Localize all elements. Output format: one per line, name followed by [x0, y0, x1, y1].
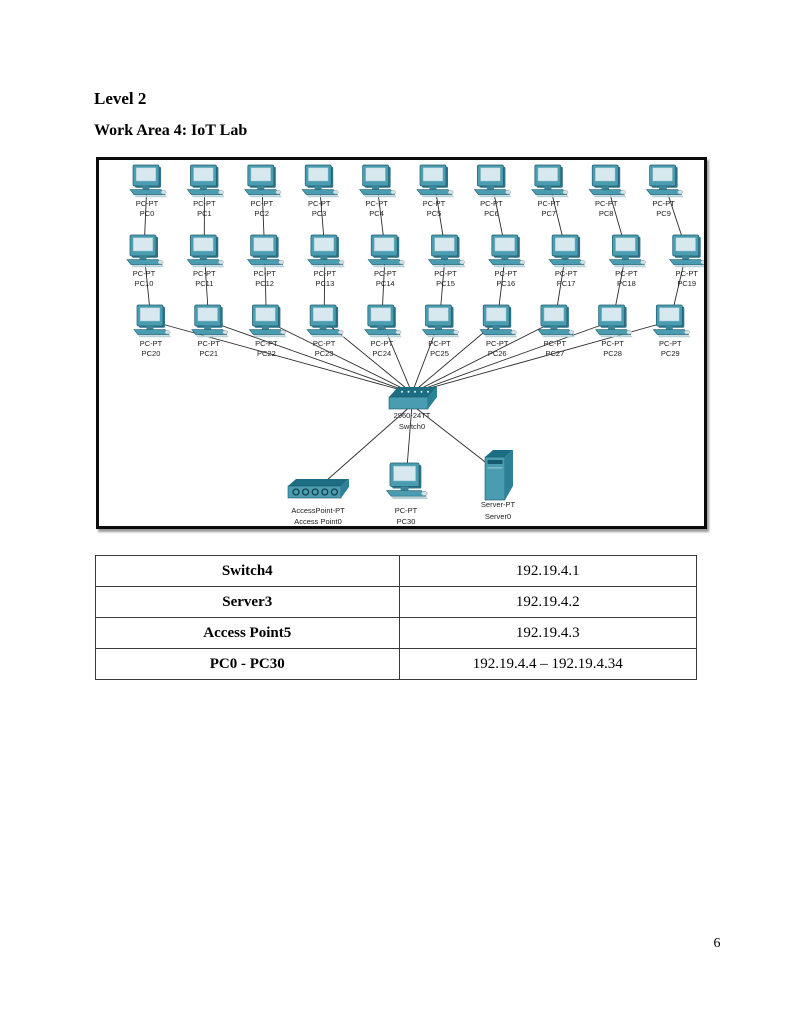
pc-device: [302, 165, 339, 197]
packet-tracer-topology: [99, 160, 704, 526]
pc-device: [249, 305, 286, 337]
pc-device: [480, 305, 517, 337]
ip-address-cell: 192.19.4.3: [399, 618, 697, 649]
pc-device: [423, 305, 460, 337]
pc-device: [248, 235, 285, 267]
ip-address-cell: 192.19.4.1: [399, 556, 697, 587]
access-point-device: [288, 479, 349, 498]
pc-device: [192, 305, 229, 337]
device-name-label: PC4: [369, 209, 384, 218]
pc-device: [538, 305, 575, 337]
device-model-label: PC-PT: [422, 199, 446, 208]
pc30-model-label: PC-PT: [394, 506, 418, 515]
pc-device: [549, 235, 586, 267]
pc-device: [245, 165, 282, 197]
pc-device: [489, 235, 526, 267]
device-name-label: PC17: [556, 279, 576, 288]
pc-device: [365, 305, 402, 337]
pc-device: [417, 165, 454, 197]
switch-name-label: Switch0: [398, 422, 426, 431]
device-name-label: PC9: [656, 209, 671, 218]
server-model-label: Server-PT: [480, 500, 516, 509]
device-model-label: PC-PT: [537, 199, 561, 208]
pc30-name-label: PC30: [396, 517, 416, 526]
page-number: 6: [713, 936, 721, 951]
device-name-label: PC5: [426, 209, 442, 218]
pc-device: [429, 235, 466, 267]
pc-device: [589, 165, 626, 197]
device-name-label: PC16: [496, 279, 516, 288]
device-model-label: PC-PT: [197, 339, 220, 348]
device-model-label: PC-PT: [307, 199, 331, 208]
pc-device: [653, 305, 690, 337]
ip-address-cell: 192.19.4.2: [399, 587, 697, 618]
pc-device: [596, 305, 633, 337]
table-row: [96, 556, 697, 587]
device-name-label: PC10: [134, 279, 154, 288]
page-title: Level 2: [94, 89, 147, 108]
pc-device: [368, 235, 405, 267]
device-name-label: PC3: [311, 209, 327, 218]
device-model-label: PC-PT: [615, 269, 638, 278]
device-name-label: PC21: [199, 349, 219, 358]
device-name-label: PC14: [375, 279, 395, 288]
pc-device: [670, 235, 704, 267]
device-name-label: PC29: [660, 349, 680, 358]
device-model-label: PC-PT: [370, 339, 394, 348]
pc-device: [134, 305, 171, 337]
device-model-label: PC-PT: [434, 269, 457, 278]
device-name-cell: Server3: [96, 587, 400, 618]
device-name-label: PC6: [484, 209, 499, 218]
device-name-label: PC26: [487, 349, 507, 358]
pc-device: [130, 165, 167, 197]
device-model-label: PC-PT: [132, 269, 156, 278]
server-name-label: Server0: [484, 512, 512, 521]
section-title: Work Area 4: IoT Lab: [94, 122, 248, 139]
device-name-label: PC19: [677, 279, 697, 288]
table-row: [96, 618, 697, 649]
device-name-label: PC8: [598, 209, 614, 218]
device-model-label: PC-PT: [485, 339, 509, 348]
device-model-label: PC-PT: [193, 269, 216, 278]
device-name-label: PC20: [141, 349, 161, 358]
pc-device: [187, 235, 224, 267]
device-model-label: PC-PT: [313, 269, 337, 278]
device-model-label: PC-PT: [255, 339, 278, 348]
pc30-device: [387, 463, 428, 499]
device-name-label: PC0: [139, 209, 155, 218]
device-model-label: PC-PT: [594, 199, 618, 208]
device-name-label: PC27: [545, 349, 565, 358]
device-name-cell: PC0 - PC30: [96, 649, 400, 680]
device-model-label: PC-PT: [253, 269, 276, 278]
device-model-label: PC-PT: [543, 339, 567, 348]
device-model-label: PC-PT: [428, 339, 451, 348]
device-name-cell: Access Point5: [96, 618, 400, 649]
pc-device: [187, 165, 224, 197]
device-name-label: PC12: [255, 279, 274, 288]
table-row: [96, 649, 697, 680]
device-name-label: PC28: [603, 349, 622, 358]
network-diagram-figure: [96, 157, 707, 529]
pc-device: [609, 235, 646, 267]
device-model-label: PC-PT: [494, 269, 518, 278]
device-model-label: PC-PT: [480, 199, 503, 208]
device-name-label: PC24: [372, 349, 392, 358]
pc-device: [474, 165, 511, 197]
pc-device: [532, 165, 569, 197]
switch-model-label: 2960-24TT: [393, 411, 431, 420]
device-model-label: PC-PT: [135, 199, 159, 208]
access-point-model-label: AccessPoint-PT: [291, 506, 345, 515]
device-name-cell: Switch4: [96, 556, 400, 587]
pc-device: [127, 235, 164, 267]
device-model-label: PC-PT: [250, 199, 274, 208]
device-model-label: PC-PT: [365, 199, 388, 208]
access-point-name-label: Access Point0: [294, 517, 342, 526]
device-model-label: PC-PT: [652, 199, 675, 208]
server-device: [485, 450, 513, 500]
device-name-label: PC23: [314, 349, 334, 358]
device-model-label: PC-PT: [193, 199, 216, 208]
pc-device: [360, 165, 397, 197]
pc-device: [307, 305, 344, 337]
pc-device: [647, 165, 684, 197]
ip-assignment-table: [95, 555, 697, 680]
device-model-label: PC-PT: [601, 339, 624, 348]
device-model-label: PC-PT: [659, 339, 682, 348]
device-name-label: PC11: [195, 279, 214, 288]
pc-device: [308, 235, 345, 267]
device-name-label: PC15: [436, 279, 455, 288]
device-model-label: PC-PT: [554, 269, 578, 278]
device-name-label: PC25: [430, 349, 449, 358]
device-name-label: PC13: [315, 279, 335, 288]
switch-device: [389, 387, 437, 409]
device-model-label: PC-PT: [139, 339, 163, 348]
device-name-label: PC22: [257, 349, 276, 358]
device-model-label: PC-PT: [312, 339, 336, 348]
device-model-label: PC-PT: [675, 269, 698, 278]
device-name-label: PC1: [197, 209, 212, 218]
ip-address-cell: 192.19.4.4 – 192.19.4.34: [399, 649, 697, 680]
device-name-label: PC7: [541, 209, 557, 218]
device-model-label: PC-PT: [373, 269, 397, 278]
device-name-label: PC18: [617, 279, 636, 288]
table-row: [96, 587, 697, 618]
device-name-label: PC2: [254, 209, 270, 218]
